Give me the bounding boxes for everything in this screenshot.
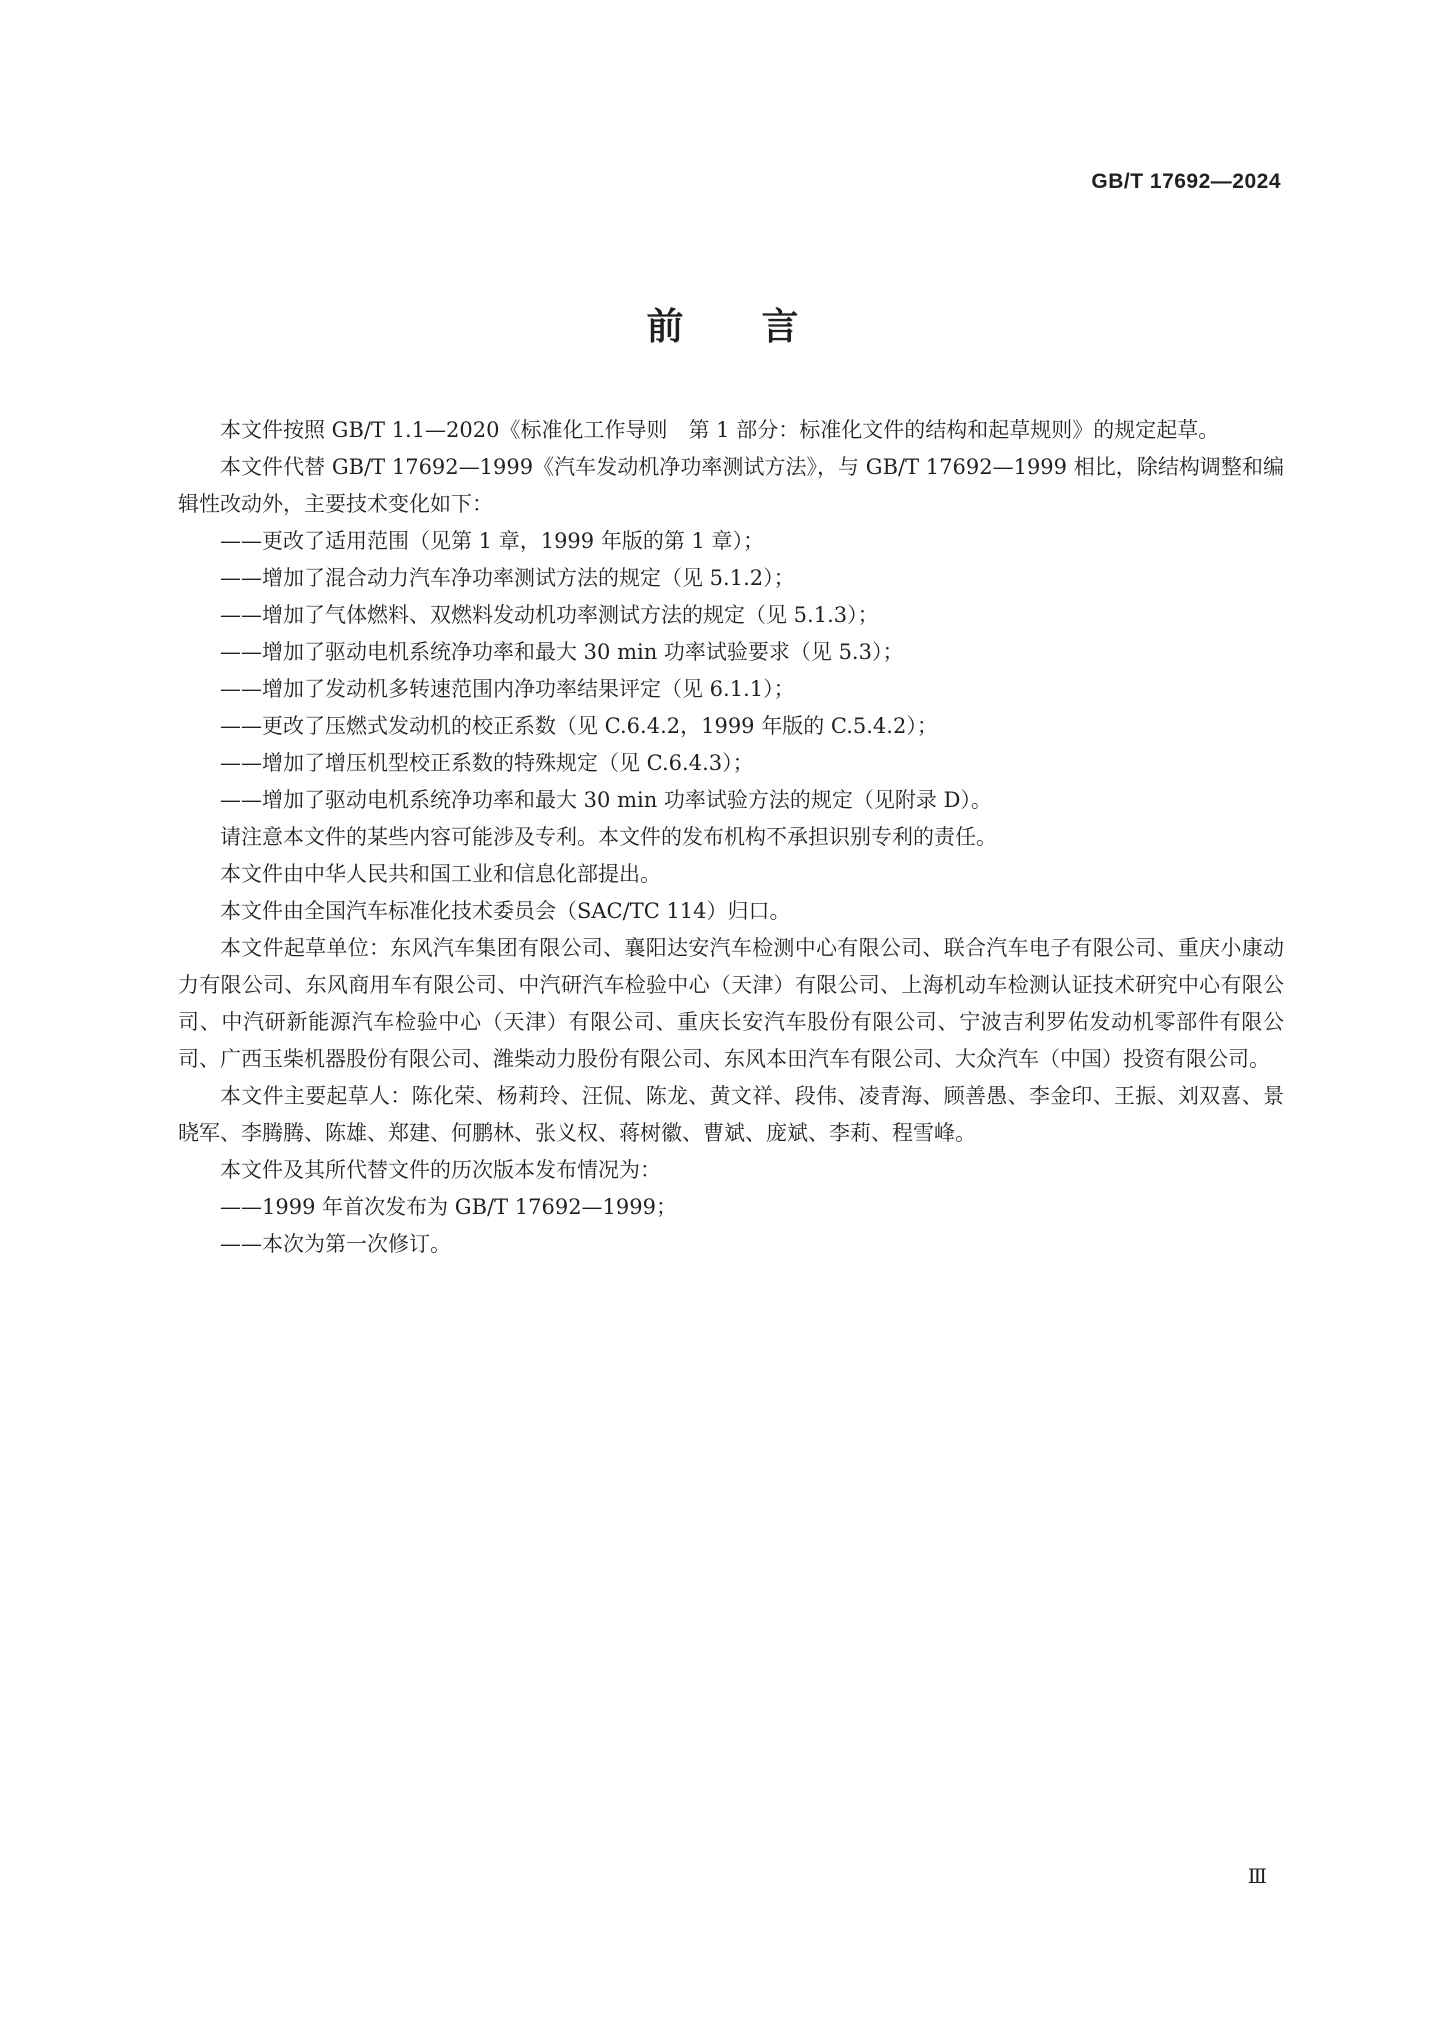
replacement-paragraph: 本文件代替 GB/T 17692—1999《汽车发动机净功率测试方法》，与 GB/T 17692—1999 相比，除结构调整和编辑性改动外，主要技术变化如下：	[178, 455, 1284, 516]
change-item: ——增加了驱动电机系统净功率和最大 30 min 功率试验要求（见 5.3）；	[220, 640, 904, 664]
change-item: ——增加了发动机多转速范围内净功率结果评定（见 6.1.1）；	[220, 677, 795, 701]
technical-committee-paragraph: 本文件由全国汽车标准化技术委员会（SAC/TC 114）归口。	[220, 899, 791, 923]
drafting-units-paragraph: 本文件起草单位：东风汽车集团有限公司、襄阳达安汽车检测中心有限公司、联合汽车电子有限公司、重庆小康动力有限公司、东风商用车有限公司、中汽研汽车检验中心（天津）有限公司、上海机动车检测认证技术研究中心有限公司、中汽研新能源汽车检验中心（天津）有限公司、重庆长安汽车股份有限公司、宁波吉利罗佑发动机零部件有限公司、广西玉柴机器股份有限公司、潍柴动力股份有限公司、东风本田汽车有限公司、大众汽车（中国）投资有限公司。	[178, 936, 1284, 1071]
page-number: Ⅲ	[1247, 1864, 1267, 1888]
change-item: ——更改了适用范围（见第 1 章，1999 年版的第 1 章）；	[220, 529, 765, 553]
foreword-body	[178, 412, 1284, 1263]
document-number: GB/T 17692—2024	[1091, 170, 1281, 193]
change-item: ——增加了驱动电机系统净功率和最大 30 min 功率试验方法的规定（见附录 D）。	[220, 788, 992, 812]
version-history-paragraph: 本文件及其所代替文件的历次版本发布情况为：	[220, 1158, 661, 1182]
change-item: ——增加了混合动力汽车净功率测试方法的规定（见 5.1.2）；	[220, 566, 795, 590]
drafting-rule-paragraph: 本文件按照 GB/T 1.1—2020《标准化工作导则 第 1 部分：标准化文件的结构和起草规则》的规定起草。	[220, 418, 1220, 442]
history-item: ——1999 年首次发布为 GB/T 17692—1999；	[220, 1195, 678, 1219]
history-item: ——本次为第一次修订。	[220, 1232, 451, 1256]
change-item: ——增加了增压机型校正系数的特殊规定（见 C.6.4.3）；	[220, 751, 754, 775]
patent-notice-paragraph: 请注意本文件的某些内容可能涉及专利。本文件的发布机构不承担识别专利的责任。	[220, 825, 997, 849]
page-title: 前言	[646, 305, 877, 348]
change-item: ——更改了压燃式发动机的校正系数（见 C.6.4.2，1999 年版的 C.5.4.2）；	[220, 714, 938, 738]
drafters-paragraph: 本文件主要起草人：陈化荣、杨莉玲、汪侃、陈龙、黄文祥、段伟、凌青海、顾善愚、李金印、王振、刘双喜、景晓军、李腾腾、陈雄、郑建、何鹏林、张义权、蒋树徽、曹斌、庞斌、李莉、程雪峰。	[178, 1084, 1284, 1145]
change-item: ——增加了气体燃料、双燃料发动机功率测试方法的规定（见 5.1.3）；	[220, 603, 879, 627]
proposer-paragraph: 本文件由中华人民共和国工业和信息化部提出。	[220, 862, 661, 886]
